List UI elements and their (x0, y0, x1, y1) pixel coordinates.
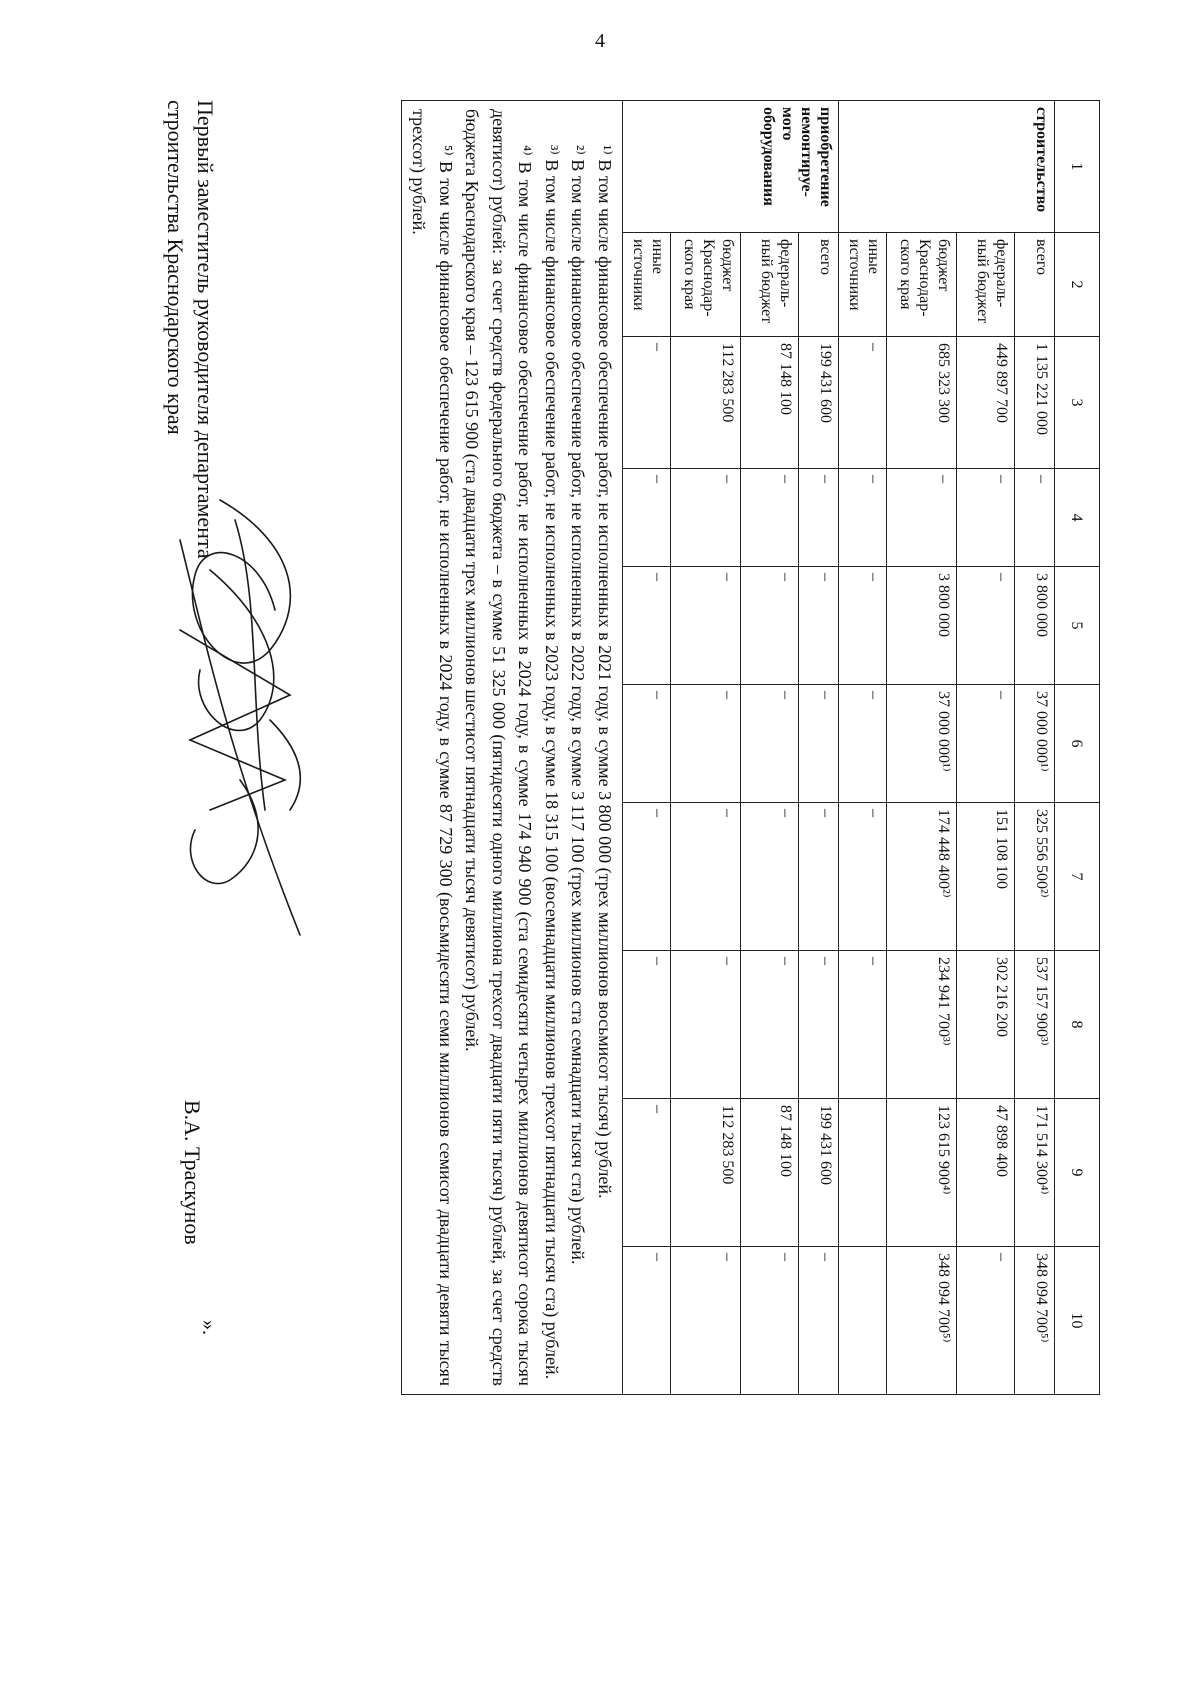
table-cell: 174 448 400²⁾ (887, 803, 957, 951)
table-cell: – (671, 951, 741, 1099)
table-cell: иные источники (623, 233, 671, 337)
table-cell: федераль-ный бюджет (741, 233, 799, 337)
footnotes-row (402, 101, 623, 1395)
table-cell (839, 1247, 887, 1395)
table-row (1015, 101, 1055, 1395)
col-header: 4 (1055, 469, 1100, 567)
footnote: ²⁾ В том числе финансовое обеспечение работ, не исполненных в 2022 году, в сумме 3 117 100 (трех миллионов ста семнадцати тысяч ста) рублей. (568, 145, 589, 1265)
signatory-position-line: строительства Краснодарского края (163, 100, 188, 435)
table-cell: 171 514 300⁴⁾ (1015, 1099, 1055, 1247)
table-cell: – (1015, 469, 1055, 567)
table-cell: 47 898 400 (957, 1099, 1015, 1247)
page-number: 4 (595, 30, 605, 52)
col-header: 8 (1055, 951, 1100, 1099)
table-row (671, 101, 741, 1395)
table-cell: – (799, 1247, 839, 1395)
table-cell: – (623, 951, 671, 1099)
table-cell: 151 108 100 (957, 803, 1015, 951)
table-cell: 234 941 700³⁾ (887, 951, 957, 1099)
table-cell: 199 431 600 (799, 337, 839, 469)
table-cell: – (671, 567, 741, 685)
table-cell: федераль-ный бюджет (957, 233, 1015, 337)
table-cell: всего (799, 233, 839, 337)
table-cell: – (741, 567, 799, 685)
table-cell: – (741, 469, 799, 567)
footnote: ¹⁾ В том числе финансовое обеспечение работ, не исполненных в 2021 году, в сумме 3 800 000 (трех миллионов восьмисот тысяч) рублей. (595, 145, 615, 1199)
table-cell (839, 1099, 887, 1247)
table-cell: – (741, 803, 799, 951)
table-row (887, 101, 957, 1395)
table-cell: – (671, 1247, 741, 1395)
table-cell: – (671, 685, 741, 803)
table-cell: бюджет Краснодар-ского края (887, 233, 957, 337)
col-header: 6 (1055, 685, 1100, 803)
table-cell: 87 148 100 (741, 1099, 799, 1247)
table-cell: 685 323 300 (887, 337, 957, 469)
table-cell: 348 094 700⁵⁾ (1015, 1247, 1055, 1395)
table-row (799, 101, 839, 1395)
table-cell: – (671, 803, 741, 951)
table-cell: 37 000 000¹⁾ (1015, 685, 1055, 803)
table-cell: иные источники (839, 233, 887, 337)
table-cell: – (839, 685, 887, 803)
table-cell: – (957, 567, 1015, 685)
col-header: 5 (1055, 567, 1100, 685)
table-cell: – (623, 685, 671, 803)
table-cell: 302 216 200 (957, 951, 1015, 1099)
col-header: 2 (1055, 233, 1100, 337)
closing-quote-mark: ». (198, 1320, 220, 1335)
handwritten-signature (160, 480, 330, 940)
footnote: ⁵⁾ В том числе финансовое обеспечение работ, не исполненных в 2024 году, в сумме 87 729 300 (восьмидесяти семи миллионов семисот двадцати девяти тысяч трехсот) рублей. (409, 109, 456, 1386)
col-header: 7 (1055, 803, 1100, 951)
table-cell: – (623, 337, 671, 469)
table-cell: – (741, 685, 799, 803)
table-cell: 449 897 700 (957, 337, 1015, 469)
signatory-position-line: Первый заместитель руководителя департамента (193, 100, 218, 559)
table-cell: – (957, 469, 1015, 567)
table-cell: бюджет Краснодар-ского края (671, 233, 741, 337)
table-cell: 87 148 100 (741, 337, 799, 469)
col-header: 1 (1055, 101, 1100, 233)
footnote: ⁴⁾ В том числе финансовое обеспечение работ, не исполненных в 2024 году, в сумме 174 940 900 (ста семидесяти четырех миллионов девятисот сорока тысяч девятисот) рублей: за счет средств федерального бюджета – в сумме 51 325 000 (пятидесяти одного миллиона трехсот двадцати пяти тысяч) рублей, за счет средств бюджета Краснодарского края – 123 615 900 (ста двадцати трех миллионов шестисот пятнадцати тысяч девятисот) рублей. (462, 109, 536, 1386)
table-cell: – (799, 685, 839, 803)
table-cell: – (741, 1247, 799, 1395)
table-cell: 112 283 500 (671, 1099, 741, 1247)
table-cell: – (839, 337, 887, 469)
table-cell: – (839, 469, 887, 567)
footnote: ³⁾ В том числе финансовое обеспечение работ, не исполненных в 2023 году, в сумме 18 315 100 (восемнадцати миллионов трехсот пятнадцати тысяч ста) рублей. (542, 145, 562, 1380)
table-cell: – (623, 567, 671, 685)
table-cell: – (839, 803, 887, 951)
table-cell: 199 431 600 (799, 1099, 839, 1247)
table-cell: 3 800 000 (1015, 567, 1055, 685)
table-cell: – (623, 1247, 671, 1395)
group-name: приобретение немонтируе-мого оборудования (623, 101, 839, 233)
table-cell: – (623, 1099, 671, 1247)
table-cell: – (957, 1247, 1015, 1395)
table-cell: – (671, 469, 741, 567)
rotated-page-content (140, 100, 1100, 1590)
table-cell: – (623, 803, 671, 951)
table-cell: – (741, 951, 799, 1099)
table-cell: 325 556 500²⁾ (1015, 803, 1055, 951)
table-row (839, 101, 887, 1395)
col-header: 9 (1055, 1099, 1100, 1247)
table-row (623, 101, 671, 1395)
table-cell: – (623, 469, 671, 567)
table-cell: – (839, 567, 887, 685)
table-cell: – (957, 685, 1015, 803)
col-header: 10 (1055, 1247, 1100, 1395)
header-row (1055, 101, 1100, 1395)
table-cell: – (799, 803, 839, 951)
financing-table (401, 100, 1100, 1395)
col-header: 3 (1055, 337, 1100, 469)
table-cell: 348 094 700⁵⁾ (887, 1247, 957, 1395)
footnotes-cell (402, 101, 623, 1395)
table-cell: – (839, 951, 887, 1099)
table-cell: всего (1015, 233, 1055, 337)
table-cell: 37 000 000¹⁾ (887, 685, 957, 803)
table-row (957, 101, 1015, 1395)
table-cell: – (799, 469, 839, 567)
signatory-name: В.А. Траскунов (180, 1100, 205, 1245)
table-cell: – (799, 951, 839, 1099)
table-cell: 1 135 221 000 (1015, 337, 1055, 469)
table-cell: – (799, 567, 839, 685)
table-row (741, 101, 799, 1395)
table-cell: 537 157 900³⁾ (1015, 951, 1055, 1099)
table-cell: 123 615 900⁴⁾ (887, 1099, 957, 1247)
group-name: строительство (839, 101, 1055, 233)
table-cell: 3 800 000 (887, 567, 957, 685)
table-cell: 112 283 500 (671, 337, 741, 469)
table-cell: – (887, 469, 957, 567)
